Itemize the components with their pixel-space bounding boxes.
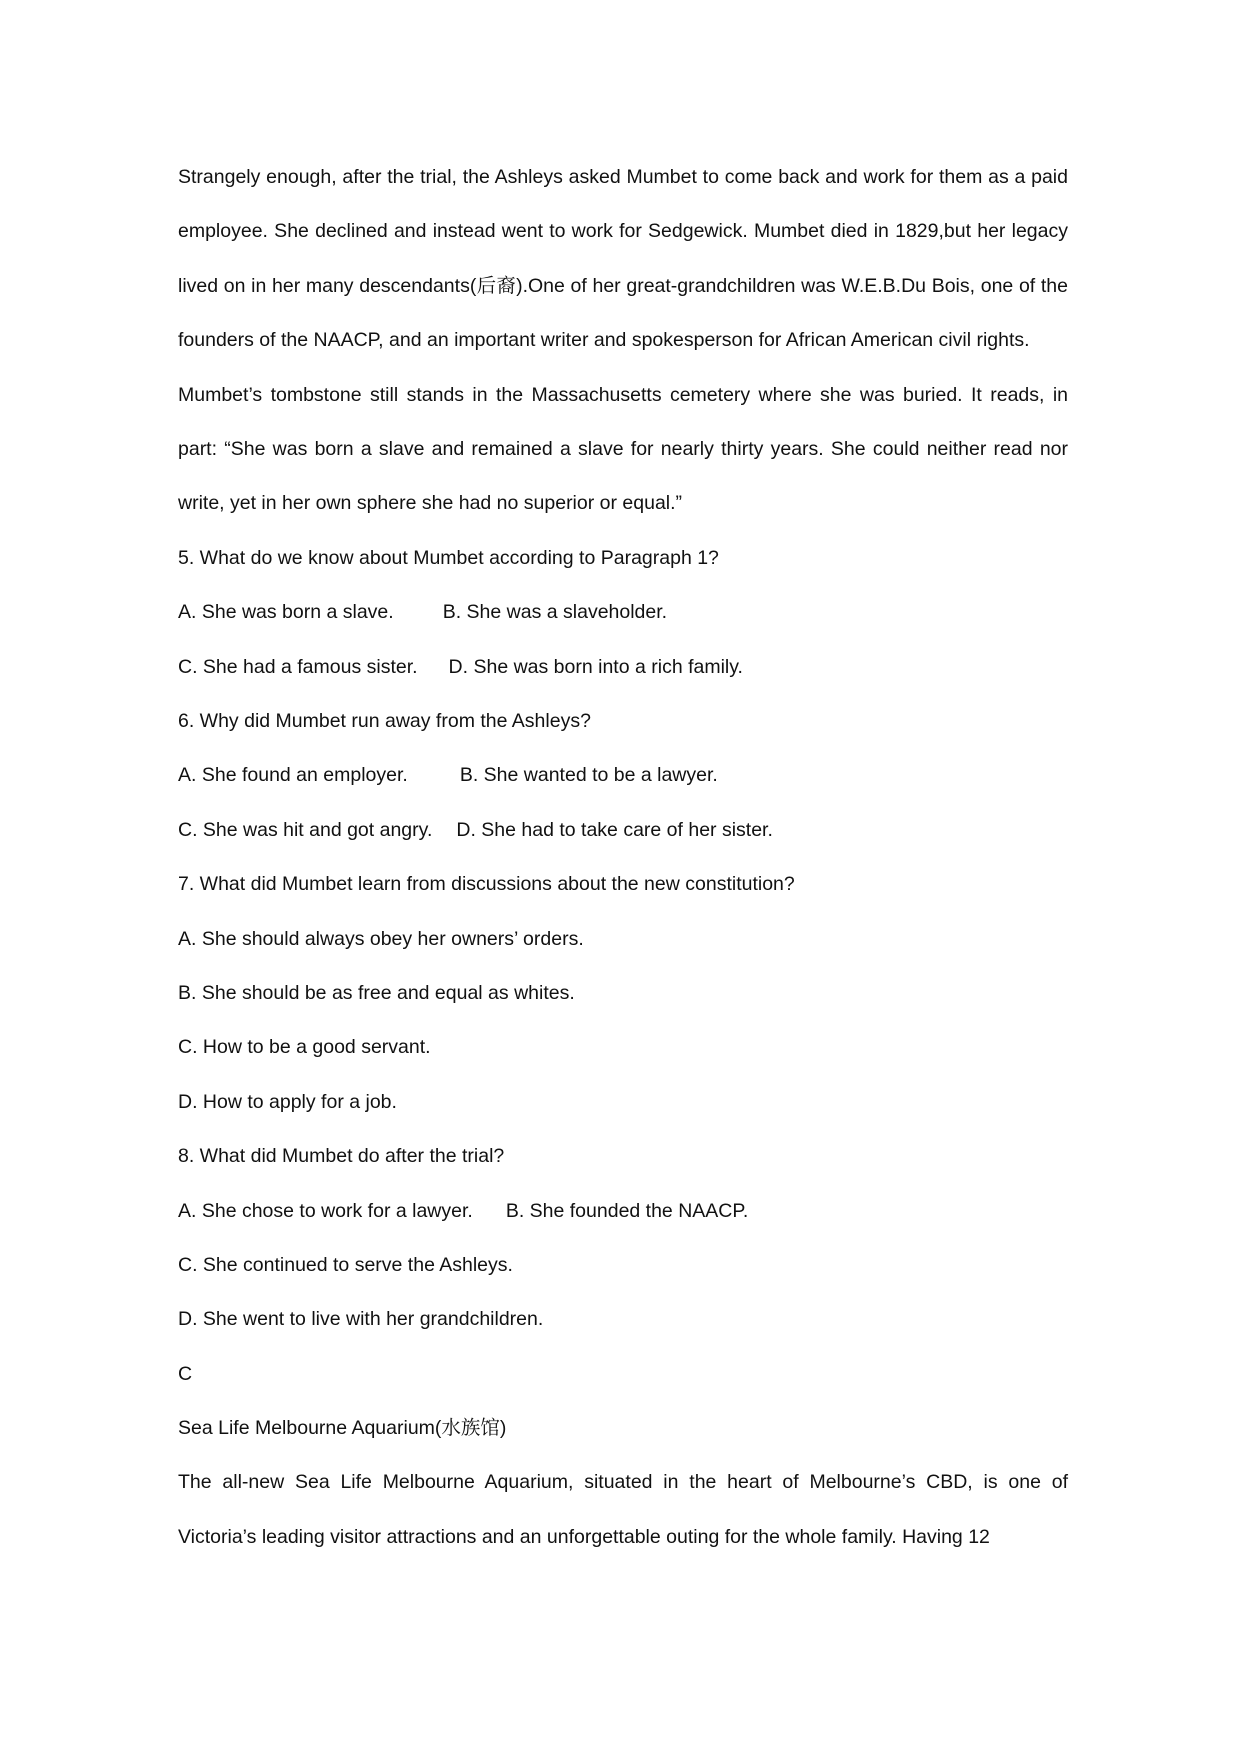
question-6-options-row-1 (178, 748, 1068, 802)
question-6-option-c: C. She was hit and got angry. (178, 818, 433, 841)
question-6-stem: 6. Why did Mumbet run away from the Ashleys? (178, 710, 591, 733)
question-5-options-row-1 (178, 585, 1068, 639)
document-page (178, 150, 1068, 1564)
question-8-option-c: C. She continued to serve the Ashleys. (178, 1253, 513, 1276)
question-5-option-b: B. She was a slaveholder. (442, 601, 668, 624)
question-5-option-d: D. She was born into a rich family. (448, 655, 743, 678)
question-7-option-d: D. How to apply for a job. (178, 1090, 397, 1113)
question-7-option-a: A. She should always obey her owners’ orders. (178, 927, 584, 950)
question-8-options-row-1 (178, 1184, 1068, 1238)
section-c-title: Sea Life Melbourne Aquarium(水族馆) (178, 1417, 507, 1440)
section-c-letter: C (178, 1362, 193, 1385)
question-5-option-a: A. She was born a slave. (178, 601, 394, 624)
question-6-option-a: A. She found an employer. (178, 764, 408, 787)
question-5-option-c: C. She had a famous sister. (178, 655, 418, 678)
question-8-option-b: B. She founded the NAACP. (505, 1199, 749, 1222)
question-5-stem: 5. What do we know about Mumbet according to Paragraph 1? (178, 546, 719, 569)
question-6-options-row-2 (178, 803, 1068, 857)
section-c-intro-paragraph: The all-new Sea Life Melbourne Aquarium, situated in the heart of Melbourne’s CBD, is one of Victoria’s leading visitor attractions and an unforgettable outing for the whole family. Having 12 (178, 1471, 1068, 1548)
question-6-option-b: B. She wanted to be a lawyer. (459, 764, 718, 787)
question-7-option-c: C. How to be a good servant. (178, 1036, 431, 1059)
question-8-option-d: D. She went to live with her grandchildren. (178, 1308, 544, 1331)
question-8-option-a: A. She chose to work for a lawyer. (178, 1199, 473, 1222)
question-5-options-row-2 (178, 640, 1068, 694)
question-7-stem: 7. What did Mumbet learn from discussions about the new constitution? (178, 873, 795, 896)
passage-paragraph-tombstone: Mumbet’s tombstone still stands in the Massachusetts cemetery where she was buried. It reads, in part: “She was born a slave and remained a slave for nearly thirty years. She could neither read nor write, yet in her own sphere she had no superior or equal.” (178, 383, 1068, 515)
question-6-option-d: D. She had to take care of her sister. (456, 818, 773, 841)
passage-paragraph-after-trial: Strangely enough, after the trial, the Ashleys asked Mumbet to come back and work for them as a paid employee. She declined and instead went to work for Sedgewick. Mumbet died in 1829,but her legacy lived on in her many descendants(后裔).One of her great-grandchildren was W.E.B.Du Bois, one of the founders of the NAACP, and an important writer and spokesperson for African American civil rights. (178, 166, 1068, 352)
question-8-stem: 8. What did Mumbet do after the trial? (178, 1145, 505, 1168)
question-7-option-b: B. She should be as free and equal as whites. (178, 981, 575, 1004)
